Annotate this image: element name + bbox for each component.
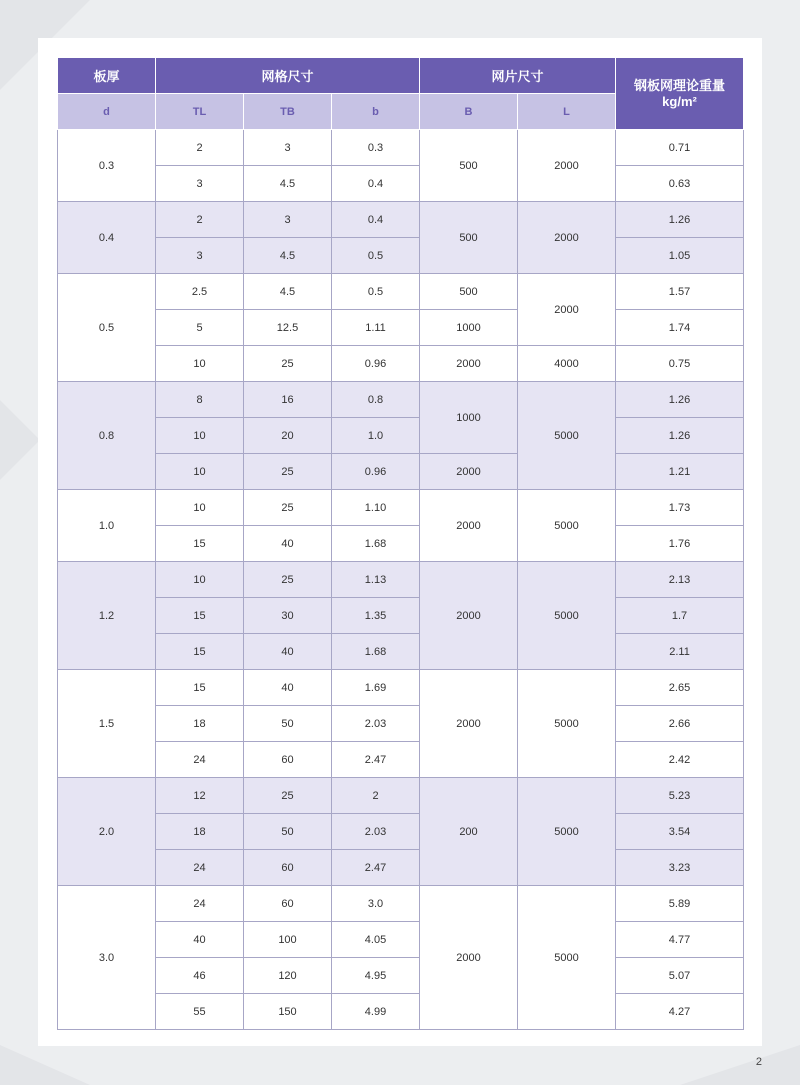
cell-b: 1.11 xyxy=(332,310,420,346)
cell-tb: 12.5 xyxy=(244,310,332,346)
cell-weight: 5.89 xyxy=(616,886,744,922)
cell-sheet-width: 500 xyxy=(420,202,518,274)
cell-b: 2.47 xyxy=(332,742,420,778)
corner-decoration xyxy=(0,1045,90,1085)
cell-tl: 55 xyxy=(156,994,244,1030)
cell-sheet-width: 2000 xyxy=(420,670,518,778)
cell-tl: 24 xyxy=(156,886,244,922)
header-b-small: b xyxy=(332,94,420,130)
cell-tl: 18 xyxy=(156,814,244,850)
cell-sheet-length: 2000 xyxy=(518,274,616,346)
cell-tl: 10 xyxy=(156,490,244,526)
cell-weight: 0.63 xyxy=(616,166,744,202)
cell-b: 1.35 xyxy=(332,598,420,634)
cell-thickness: 0.5 xyxy=(58,274,156,382)
cell-weight: 2.42 xyxy=(616,742,744,778)
cell-thickness: 2.0 xyxy=(58,778,156,886)
cell-b: 0.4 xyxy=(332,202,420,238)
cell-sheet-width: 2000 xyxy=(420,562,518,670)
cell-tb: 60 xyxy=(244,850,332,886)
cell-sheet-length: 5000 xyxy=(518,886,616,1030)
cell-weight: 0.71 xyxy=(616,130,744,166)
cell-tl: 15 xyxy=(156,526,244,562)
cell-b: 1.0 xyxy=(332,418,420,454)
header-d: d xyxy=(58,94,156,130)
cell-b: 1.68 xyxy=(332,526,420,562)
cell-b: 2.03 xyxy=(332,706,420,742)
document-page xyxy=(38,38,762,1046)
cell-tb: 120 xyxy=(244,958,332,994)
cell-sheet-length: 5000 xyxy=(518,670,616,778)
cell-tl: 10 xyxy=(156,346,244,382)
cell-sheet-length: 2000 xyxy=(518,202,616,274)
cell-b: 4.95 xyxy=(332,958,420,994)
cell-tl: 40 xyxy=(156,922,244,958)
cell-tb: 30 xyxy=(244,598,332,634)
page-number: 2 xyxy=(755,1056,762,1068)
cell-thickness: 1.5 xyxy=(58,670,156,778)
cell-b: 0.5 xyxy=(332,274,420,310)
cell-tb: 150 xyxy=(244,994,332,1030)
cell-b: 3.0 xyxy=(332,886,420,922)
cell-tb: 25 xyxy=(244,562,332,598)
cell-weight: 1.74 xyxy=(616,310,744,346)
cell-tb: 16 xyxy=(244,382,332,418)
side-decoration xyxy=(0,400,40,480)
cell-tl: 24 xyxy=(156,742,244,778)
cell-tb: 3 xyxy=(244,202,332,238)
corner-decoration xyxy=(680,1045,800,1085)
cell-sheet-length: 4000 xyxy=(518,346,616,382)
cell-b: 2.03 xyxy=(332,814,420,850)
cell-tb: 100 xyxy=(244,922,332,958)
cell-weight: 1.26 xyxy=(616,202,744,238)
cell-tb: 60 xyxy=(244,886,332,922)
cell-b: 2 xyxy=(332,778,420,814)
cell-sheet-width: 500 xyxy=(420,130,518,202)
cell-sheet-width: 2000 xyxy=(420,886,518,1030)
header-tl: TL xyxy=(156,94,244,130)
cell-b: 1.13 xyxy=(332,562,420,598)
cell-weight: 3.23 xyxy=(616,850,744,886)
cell-sheet-width: 500 xyxy=(420,274,518,310)
cell-sheet-width: 2000 xyxy=(420,490,518,562)
cell-b: 0.4 xyxy=(332,166,420,202)
cell-b: 0.3 xyxy=(332,130,420,166)
cell-weight: 2.13 xyxy=(616,562,744,598)
cell-tb: 3 xyxy=(244,130,332,166)
cell-weight: 1.21 xyxy=(616,454,744,490)
header-mesh-size: 网格尺寸 xyxy=(156,58,420,94)
cell-weight: 0.75 xyxy=(616,346,744,382)
cell-tb: 25 xyxy=(244,778,332,814)
cell-tl: 10 xyxy=(156,454,244,490)
cell-tb: 40 xyxy=(244,670,332,706)
cell-thickness: 1.0 xyxy=(58,490,156,562)
cell-weight: 1.73 xyxy=(616,490,744,526)
cell-b: 1.10 xyxy=(332,490,420,526)
cell-weight: 1.57 xyxy=(616,274,744,310)
cell-b: 0.5 xyxy=(332,238,420,274)
cell-weight: 2.11 xyxy=(616,634,744,670)
cell-tl: 10 xyxy=(156,418,244,454)
cell-tb: 25 xyxy=(244,346,332,382)
cell-tl: 10 xyxy=(156,562,244,598)
cell-tb: 20 xyxy=(244,418,332,454)
cell-tb: 4.5 xyxy=(244,274,332,310)
cell-weight: 1.26 xyxy=(616,418,744,454)
cell-tb: 40 xyxy=(244,526,332,562)
header-b-large: B xyxy=(420,94,518,130)
cell-weight: 4.27 xyxy=(616,994,744,1030)
cell-b: 4.05 xyxy=(332,922,420,958)
cell-tl: 12 xyxy=(156,778,244,814)
cell-sheet-length: 5000 xyxy=(518,382,616,490)
header-thickness: 板厚 xyxy=(58,58,156,94)
cell-b: 4.99 xyxy=(332,994,420,1030)
cell-weight: 2.65 xyxy=(616,670,744,706)
cell-tb: 4.5 xyxy=(244,166,332,202)
cell-weight: 3.54 xyxy=(616,814,744,850)
header-theoretical-weight xyxy=(616,58,744,130)
cell-tb: 50 xyxy=(244,814,332,850)
cell-b: 2.47 xyxy=(332,850,420,886)
cell-tb: 60 xyxy=(244,742,332,778)
cell-tb: 25 xyxy=(244,490,332,526)
cell-b: 1.68 xyxy=(332,634,420,670)
cell-tb: 25 xyxy=(244,454,332,490)
cell-weight: 1.26 xyxy=(616,382,744,418)
cell-tl: 3 xyxy=(156,238,244,274)
cell-tl: 2 xyxy=(156,202,244,238)
cell-thickness: 0.4 xyxy=(58,202,156,274)
cell-weight: 1.76 xyxy=(616,526,744,562)
cell-weight: 5.07 xyxy=(616,958,744,994)
cell-tl: 8 xyxy=(156,382,244,418)
cell-sheet-length: 5000 xyxy=(518,778,616,886)
header-weight-title: 钢板网理论重量 xyxy=(634,77,726,93)
cell-sheet-width: 1000 xyxy=(420,382,518,454)
header-sheet-size: 网片尺寸 xyxy=(420,58,616,94)
cell-thickness: 0.3 xyxy=(58,130,156,202)
header-tb: TB xyxy=(244,94,332,130)
cell-tl: 18 xyxy=(156,706,244,742)
header-weight-unit: kg/m² xyxy=(662,93,697,109)
cell-sheet-width: 2000 xyxy=(420,346,518,382)
cell-tb: 50 xyxy=(244,706,332,742)
cell-tb: 40 xyxy=(244,634,332,670)
cell-weight: 1.7 xyxy=(616,598,744,634)
cell-tl: 5 xyxy=(156,310,244,346)
cell-sheet-width: 2000 xyxy=(420,454,518,490)
cell-b: 1.69 xyxy=(332,670,420,706)
cell-weight: 2.66 xyxy=(616,706,744,742)
cell-sheet-length: 2000 xyxy=(518,130,616,202)
cell-tl: 15 xyxy=(156,634,244,670)
cell-b: 0.96 xyxy=(332,454,420,490)
cell-weight: 4.77 xyxy=(616,922,744,958)
cell-tb: 4.5 xyxy=(244,238,332,274)
cell-thickness: 3.0 xyxy=(58,886,156,1030)
cell-weight: 1.05 xyxy=(616,238,744,274)
cell-b: 0.8 xyxy=(332,382,420,418)
cell-tl: 46 xyxy=(156,958,244,994)
cell-tl: 3 xyxy=(156,166,244,202)
cell-thickness: 0.8 xyxy=(58,382,156,490)
cell-weight: 5.23 xyxy=(616,778,744,814)
cell-tl: 15 xyxy=(156,670,244,706)
cell-tl: 2 xyxy=(156,130,244,166)
cell-sheet-width: 200 xyxy=(420,778,518,886)
cell-b: 0.96 xyxy=(332,346,420,382)
cell-sheet-length: 5000 xyxy=(518,490,616,562)
cell-sheet-width: 1000 xyxy=(420,310,518,346)
cell-tl: 2.5 xyxy=(156,274,244,310)
header-l: L xyxy=(518,94,616,130)
cell-sheet-length: 5000 xyxy=(518,562,616,670)
steel-mesh-spec-table xyxy=(57,57,744,1030)
cell-tl: 24 xyxy=(156,850,244,886)
cell-tl: 15 xyxy=(156,598,244,634)
cell-thickness: 1.2 xyxy=(58,562,156,670)
